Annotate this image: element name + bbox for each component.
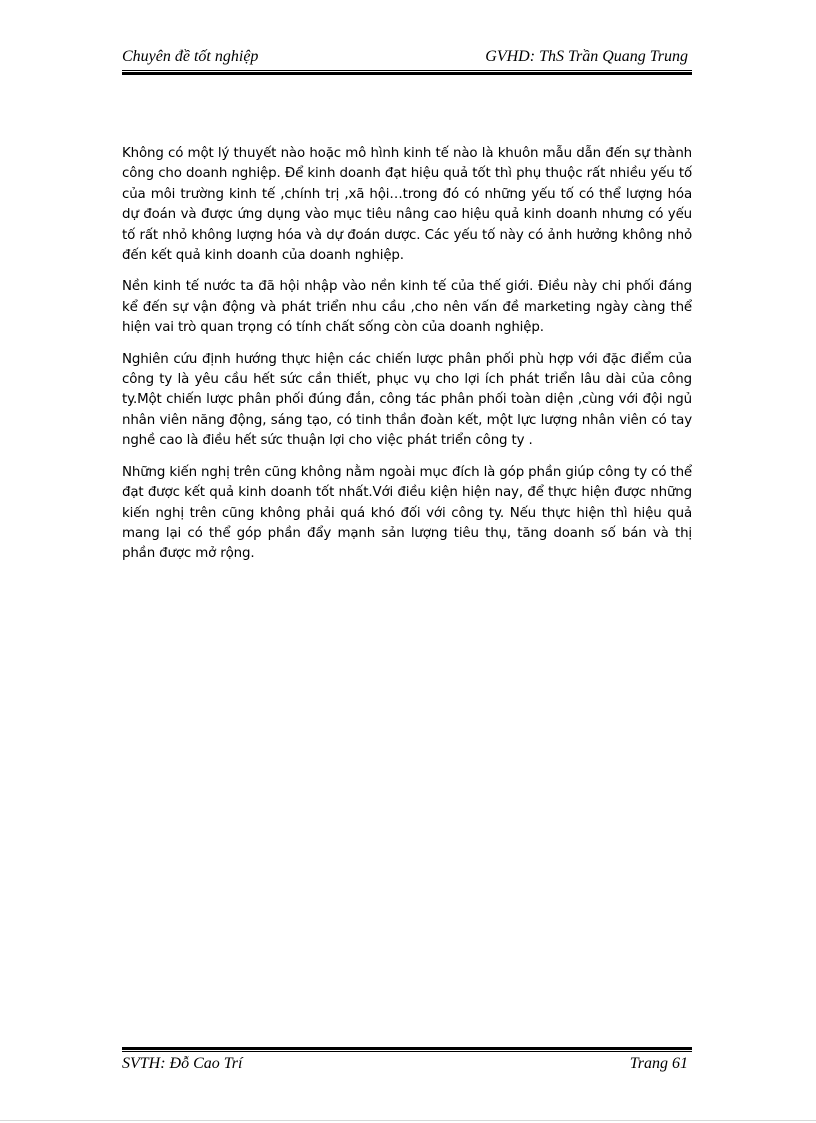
paragraph-2: Nền kinh tế nước ta đã hội nhập vào nền kinh tế của thế giới. Điều này chi phối đáng kể đến sự vận động và phát triển nhu cầu ,cho nên vấn đề marketing ngày càng thể hiện vai trò quan trọng có tính chất sống còn của doanh nghiệp. <box>122 279 692 336</box>
paragraph-4: Những kiến nghị trên cũng không nằm ngoài mục đích là góp phần giúp công ty có thể đạt được kết quả kinh doanh tốt nhất.Với điều kiện hiện nay, để thực hiện được những kiến nghị trên cũng không phải quá khó đối với công ty. Nếu thực hiện thì hiệu quả mang lại có thể góp phần đẩy mạnh sản lượng tiêu thụ, tăng doanh số bán và thị phần được mở rộng. <box>122 464 692 562</box>
page-footer <box>122 1055 688 1077</box>
paragraph-1: Không có một lý thuyết nào hoặc mô hình kinh tế nào là khuôn mẫu dẫn đến sự thành công cho doanh nghiệp. Để kinh doanh đạt hiệu quả tốt thì phụ thuộc rất nhiều yếu tố của môi trường kinh tế ,chính trị ,xã hội…trong đó có những yếu tố có thể lượng hóa dự đoán và được ứng dụng vào mục tiêu nâng cao hiệu quả kinh doanh nhưng có yếu tố rất nhỏ không lượng hóa và dự đoán dược. Các yếu tố này có ảnh hưởng không nhỏ đến kết quả kinh doanh của doanh nghiệp. <box>122 146 692 264</box>
header-document-title: Chuyên đề tốt nghiệp <box>122 48 259 65</box>
header-divider <box>122 70 692 75</box>
page-edge <box>0 1120 816 1121</box>
body-text <box>122 144 692 576</box>
footer-student: SVTH: Đỗ Cao Trí <box>122 1055 243 1072</box>
page-header <box>122 48 688 70</box>
paragraph-3: Nghiên cứu định hướng thực hiện các chiến lược phân phối phù hợp với đặc điểm của công ty là yêu cầu hết sức cần thiết, phục vụ cho lợi ích phát triển lâu dài của công ty.Một chiến lược phân phối đúng đắn, công tác phân phối toàn diện ,cùng với đội ngủ nhân viên năng động, sáng tạo, có tinh thần đoàn kết, một lực lượng nhân viên có tay nghề cao là điều hết sức thuận lợi cho việc phát triển công ty . <box>122 351 692 449</box>
footer-divider <box>122 1047 692 1052</box>
footer-page-number: Trang 61 <box>629 1055 688 1072</box>
header-advisor: GVHD: ThS Trần Quang Trung <box>485 48 688 65</box>
